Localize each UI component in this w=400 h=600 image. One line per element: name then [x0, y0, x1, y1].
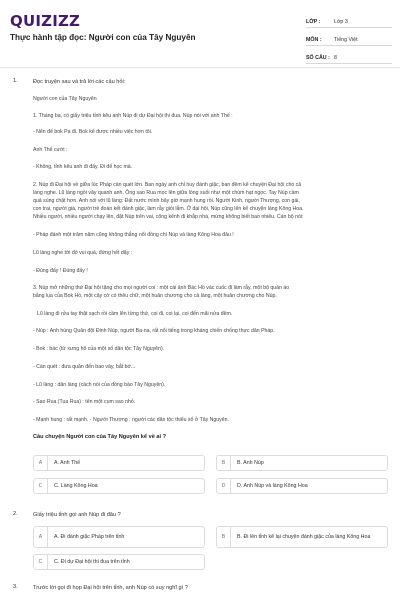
story-paragraph: Lũ làng đi rửa tay thật sạch rồi cầm lên từng thứ, coi đi, coi lại, coi đến mãi nửa đêm.	[37, 311, 233, 317]
story-paragraph: 3. Núp mở những thứ Đại hội tặng cho mọi người coi : một cái ảnh Bác Hồ vác cuốc đi làm rẫy, một bộ quần áo	[33, 285, 290, 291]
glossary-item: - Sao Rua (Tua Rua) : tên một cụm sao nhỏ.	[33, 399, 136, 405]
worksheet-title: Thực hành tập đọc: Người con của Tây Nguyên	[10, 33, 196, 42]
glossary-item: - Bok : bác (từ xưng hô của một số dân tộc Tây Nguyên).	[33, 346, 165, 352]
story-paragraph: Anh Thế cười :	[33, 147, 68, 153]
answer-option-a[interactable]	[33, 455, 205, 471]
story-paragraph: bằng lụa của Bok Hồ, một cây cờ có thêu chữ, một huân chương cho cả làng, một huân chương cho Núp.	[33, 293, 277, 299]
glossary-item: - Lũ làng : dân làng (cách nói của đồng bào Tây Nguyên).	[33, 382, 166, 388]
option-text: B. Đi lên tỉnh kể lại chuyện đánh giặc của làng Kông Hoa	[237, 533, 371, 540]
meta-row-question-count	[306, 48, 392, 64]
option-text: D. Anh Núp và làng Kông Hoa	[237, 482, 308, 489]
question-number: 3.	[13, 584, 18, 590]
option-letter: C	[34, 555, 48, 569]
story-paragraph: - Không, tỉnh kêu anh đi đấy. Đi để học mà.	[33, 164, 133, 170]
meta-value: 8	[334, 55, 337, 61]
story-paragraph: - Đúng đấy ! Đúng đấy !	[33, 268, 88, 274]
answer-option-a[interactable]	[33, 526, 205, 548]
meta-label: MÔN :	[306, 37, 322, 43]
story-paragraph: quả súng chật hơn. Anh nói với lũ làng: Đất nước mình bây giờ mạnh hung rồi. Người Kinh, người Thượng, con gái,	[33, 198, 300, 204]
quizizz-logo: QUIZIZZ	[10, 12, 81, 30]
option-text: C. Đi dự Đại hội thi đua trên tỉnh	[54, 558, 130, 565]
question-prompt: Trước lời gọi đi họp Đại hội trên tỉnh, anh Núp có suy nghĩ gì ?	[33, 585, 188, 591]
story-paragraph: Lũ làng nghe tới đó vui quá, đứng hết dậy :	[33, 250, 133, 256]
option-text: B. Anh Núp	[237, 459, 264, 466]
option-letter: C	[34, 479, 48, 493]
story-paragraph: làng nghe. Lũ làng ngồi vây quanh anh. Ông sao Rua mọc lên giữa lòng suối như một chùm hạt ngọc. Tay Núp cầm	[33, 190, 299, 196]
story-paragraph: Nhiều người, nhiều người chạy lên, đặt Núp trên vai, công kênh đi khắp nhà, mừng không biết bao nhiêu. Cán bộ nói:	[33, 214, 304, 220]
story-paragraph: 1. Tháng ba, có giấy triệu tỉnh kêu anh Núp đi dự Đại hội thi đua. Núp nói với anh Thế :	[33, 113, 233, 119]
glossary-item: - Núp : Anh hùng Quân đội Đinh Núp, người Ba-na, rất nổi tiếng trong kháng chiến chống thực dân Pháp.	[33, 328, 275, 334]
glossary-item: - Càn quét : đưa quân đến bao vây, bắt bớ...	[33, 364, 136, 370]
worksheet-meta	[306, 12, 392, 66]
meta-label: SỐ CÂU :	[306, 55, 330, 61]
story-title: Người con của Tây Nguyên	[33, 96, 97, 102]
option-text: C. Làng Kông Hoa	[54, 482, 98, 489]
option-text: A. Anh Thế	[54, 459, 81, 466]
question-number: 2.	[13, 511, 18, 517]
worksheet-header	[0, 0, 400, 68]
meta-label: LỚP :	[306, 19, 321, 25]
option-letter: A	[34, 527, 48, 547]
answer-option-d[interactable]	[216, 478, 388, 494]
answer-option-b[interactable]	[216, 455, 388, 471]
meta-row-subject	[306, 30, 392, 46]
story-paragraph: - Pháp đánh một trăm năm cũng không thắng nổi đồng chí Núp và làng Kông Hoa đâu !	[33, 232, 234, 238]
option-letter: B	[217, 456, 231, 470]
option-letter: D	[217, 479, 231, 493]
option-letter: A	[34, 456, 48, 470]
story-paragraph: - Nên để bok Pa đi. Bok kể được nhiều việc hơn tôi.	[33, 129, 153, 135]
meta-row-grade	[306, 12, 392, 28]
answer-option-c[interactable]	[33, 478, 205, 494]
option-text: A. Đi đánh giặc Pháp trên tỉnh	[54, 533, 125, 540]
question-ask: Câu chuyện Người con của Tây Nguyên kể về ai ?	[33, 434, 166, 440]
answer-option-b[interactable]	[216, 526, 388, 548]
question-number: 1.	[13, 78, 18, 84]
question-prompt: Đọc truyện sau và trả lời các câu hỏi:	[33, 79, 126, 85]
meta-value: Tiếng Việt	[334, 37, 358, 43]
glossary-item: - Mạnh hung : rất mạnh. - Người Thượng : người các dân tộc thiểu số ở Tây Nguyên.	[33, 417, 229, 423]
story-paragraph: 2. Núp đi Đại hội về giữa lúc Pháp càn quét lớn. Ban ngày anh chỉ huy đánh giặc, ban đêm kể chuyện Đại hội cho cả	[33, 182, 302, 188]
question-prompt: Giấy triệu tỉnh gọi anh Núp đi đâu ?	[33, 512, 121, 518]
option-letter: B	[217, 527, 231, 547]
story-paragraph: con trai, người già, người trẻ đoàn kết đánh giặc, làm rẫy giỏi lắm. Ở đại hội, Núp cũng lên kể chuyện làng Kông Hoa.	[33, 206, 304, 212]
answer-option-c[interactable]	[33, 554, 205, 570]
meta-value: Lớp 3	[334, 19, 348, 25]
